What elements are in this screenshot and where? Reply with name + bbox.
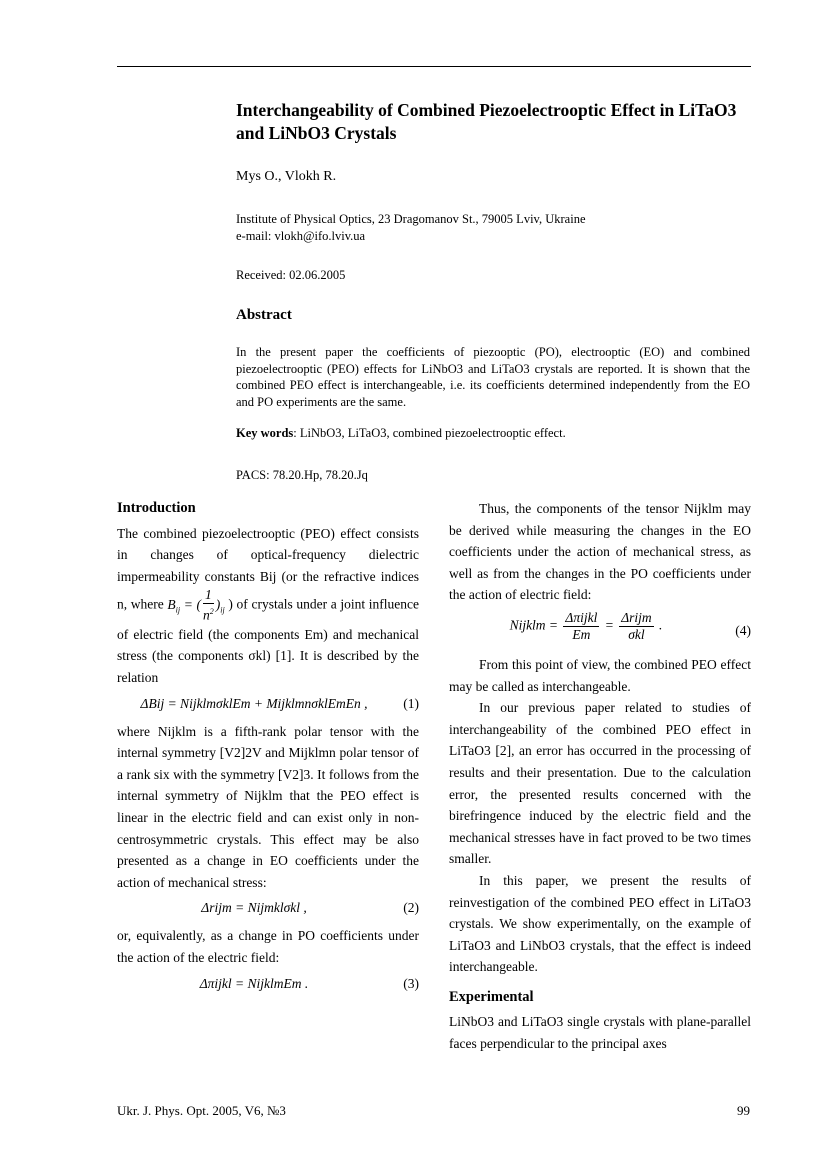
left-column — [117, 498, 419, 1001]
right-column — [449, 498, 751, 1055]
equation-4-fraction-1 — [563, 610, 599, 643]
keywords-text: : LiNbO3, LiTaO3, combined piezoelectrooptic effect. — [293, 426, 566, 440]
intro-paragraph-2: where Nijklm is a fifth-rank polar tensor with the internal symmetry [V2]2V and Mijklmn polar tensor of a rank six with the symmetry [V2]3. It follows from the internal symmetry of Nijklm that the PEO effect is linear in the electric field and can exist only in non-centrosymmetric crystals. This effect may be also presented as a change in EO coefficients under the action of mechanical stress: — [117, 723, 419, 890]
intro-paragraph-1a: The combined piezoelectrooptic (PEO) effect consists in changes of optical-frequency dielectric impermeability constants Bij (or the refractive indices n, where — [117, 525, 419, 612]
inline-fraction: $\frac{1}{n^2}$ — [203, 587, 214, 623]
equation-4-fraction-2-denominator: σkl — [628, 626, 645, 642]
right-paragraph-3: In our previous paper related to studies of interchangeability of the combined PEO effect in LiTaO3 [2], an error has occurred in the processing of results and their presentation. Due to the calculation error, the presented results concerned with the birefringence induced by the electric field and the mechanical stresses have in fact proved to be two times smaller. — [449, 700, 751, 867]
received-date: Received: 02.06.2005 — [236, 268, 346, 282]
pacs-codes: PACS: 78.20.Hp, 78.20.Jq — [236, 468, 368, 482]
equation-4-number: (4) — [735, 622, 751, 638]
experimental-paragraph-1: LiNbO3 and LiTaO3 single crystals with plane-parallel faces perpendicular to the principal axes — [449, 1014, 751, 1052]
equation-1 — [117, 693, 419, 717]
section-heading-introduction: Introduction — [117, 500, 196, 516]
abstract-text: In the present paper the coefficients of piezooptic (PO), electrooptic (EO) and combined piezoelectrooptic (PEO) effects for LiNbO3 and LiTaO3 crystals are reported. It is shown that the combined PEO effect is interchangeable, i.e. its coefficients determined independently from the EO and PO experiments are the same. — [236, 345, 750, 409]
journal-footer: Ukr. J. Phys. Opt. 2005, V6, №3 — [117, 1103, 286, 1118]
equation-4-lhs: Nijklm = — [509, 617, 559, 633]
equation-3-number: (3) — [403, 975, 419, 991]
affiliation-block — [236, 211, 586, 245]
intro-paragraph-1b: ) of crystals under a joint influence of electric field (the components Em) and mechanical stress (the components σkl) [1]. It is described by the relation — [117, 596, 420, 686]
right-paragraph-1: Thus, the components of the tensor Nijklm may be derived while measuring the changes in the EO coefficients under the action of mechanical stress, as well as from the changes in the PO coefficients under the action of electric field: — [449, 501, 751, 603]
equation-3-body: Δπijkl = NijklmEm . — [199, 975, 309, 991]
equation-2 — [117, 897, 419, 921]
equation-4-fraction-2-numerator: Δrijm — [621, 609, 652, 625]
equation-4 — [449, 610, 751, 650]
equation-4-fraction-1-numerator: Δπijkl — [565, 609, 598, 625]
paper-title: Interchangeability of Combined Piezoelectrooptic Effect in LiTaO3 and LiNbO3 Crystals — [236, 100, 737, 143]
right-paragraph-2: From this point of view, the combined PEO effect may be called as interchangeable. — [449, 656, 751, 694]
inline-formula: $B_{ij}$ = ( $\frac{1}{n^2}$ )$_{ij}$ — [167, 587, 225, 623]
section-heading-experimental: Experimental — [449, 988, 534, 1005]
equation-4-fraction-2 — [619, 610, 653, 643]
equation-4-body: Nijklm = $\frac{\text{Δπijkl}}{Em}$ = $\frac{\text{Δrijm}}{\text{σkl}}$ . — [509, 609, 663, 642]
equation-4-fraction-1-denominator: Em — [572, 626, 591, 642]
intro-paragraph-1 — [117, 523, 419, 689]
header-rule — [117, 66, 751, 67]
intro-paragraph-3: or, equivalently, as a change in PO coefficients under the action of the electric field: — [117, 928, 419, 965]
equation-1-body: ΔBij = NijklmσklEm + MijklmnσklEmEn , — [140, 695, 368, 711]
equation-2-number: (2) — [403, 900, 419, 916]
page-number: 99 — [737, 1103, 750, 1118]
email[interactable]: e-mail: vlokh@ifo.lviv.ua — [236, 229, 366, 243]
authors: Mys O., Vlokh R. — [236, 169, 337, 184]
right-paragraph-4: In this paper, we present the results of reinvestigation of the combined PEO effect in LiTaO3 crystals. We show experimentally, on the example of LiTaO3 and LiNbO3 crystals, that the effect is indeed interchangeable. — [449, 872, 751, 975]
keywords-label: Key words — [236, 426, 294, 440]
equation-1-number: (1) — [403, 695, 419, 711]
abstract-heading: Abstract — [236, 307, 292, 323]
affiliation: Institute of Physical Optics, 23 Dragomanov St., 79005 Lviv, Ukraine — [236, 212, 586, 226]
equation-3 — [117, 973, 419, 997]
keywords — [236, 426, 566, 441]
equation-2-body: Δrijm = Nijmklσkl , — [201, 900, 307, 916]
